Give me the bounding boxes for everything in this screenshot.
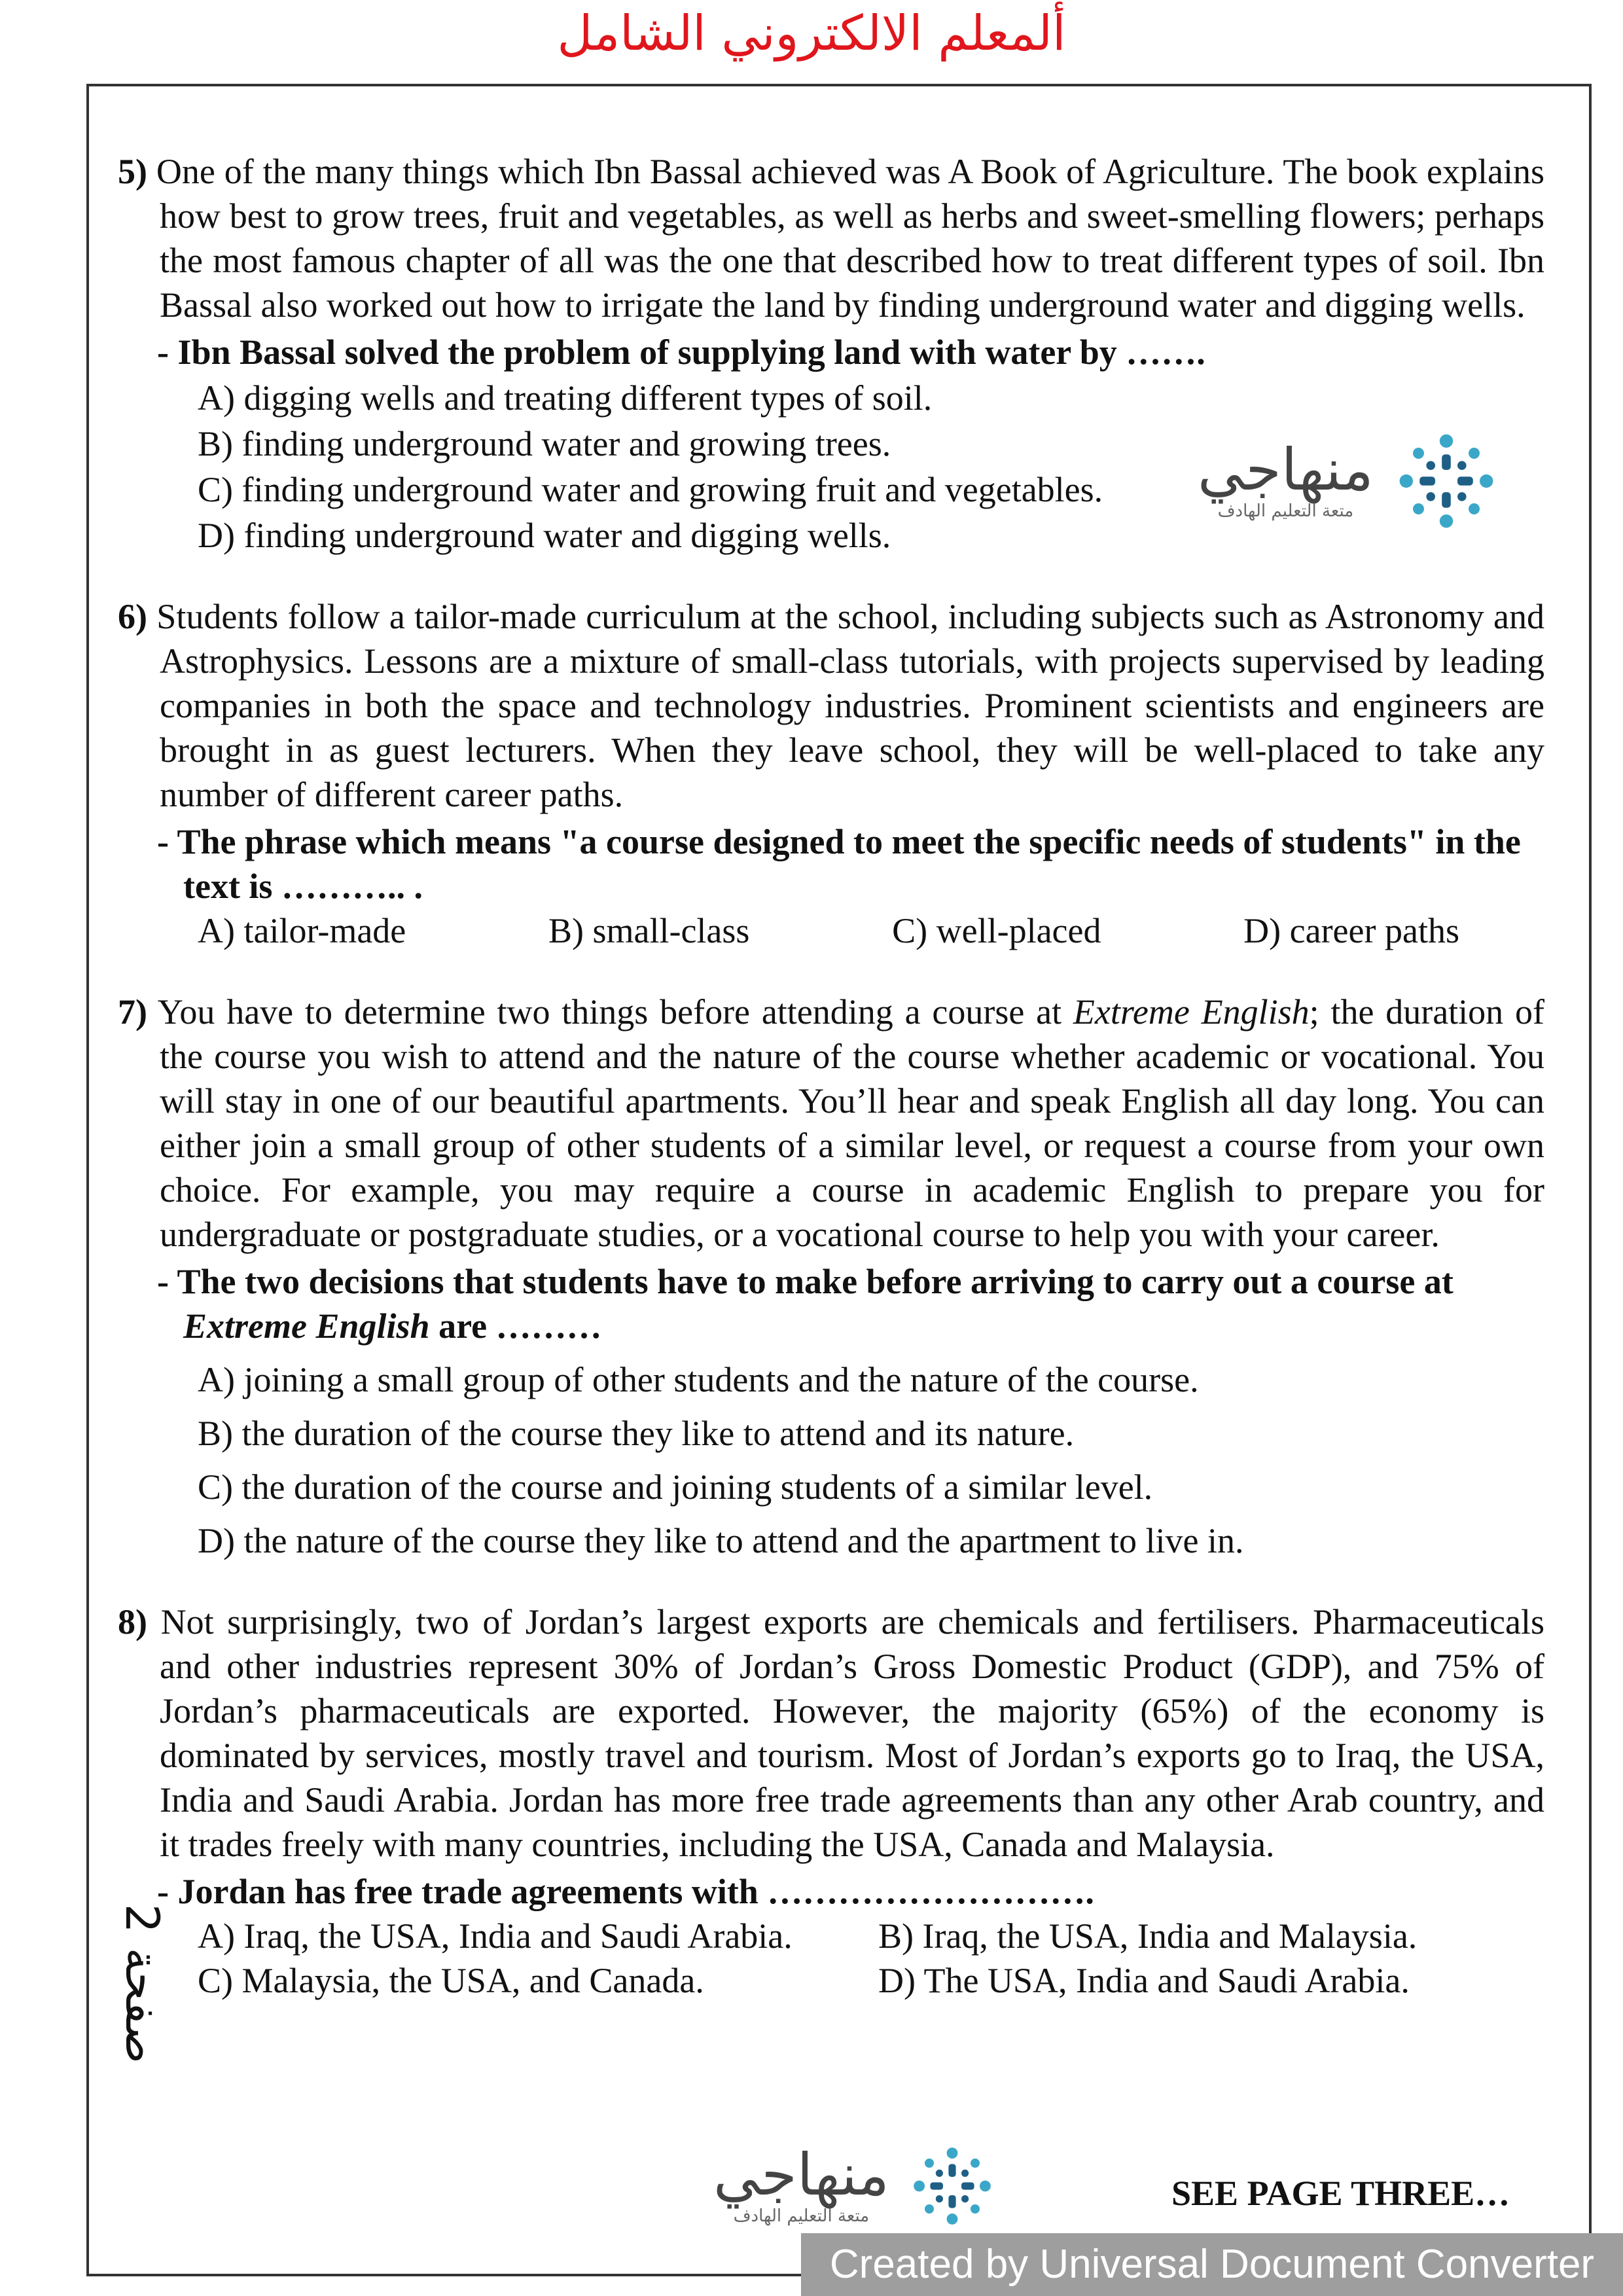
passage-text: You have to determine two things before attending a course at bbox=[157, 992, 1073, 1031]
question-number: 6) bbox=[118, 597, 147, 636]
option-c: C) the duration of the course and joining students of a similar level. bbox=[198, 1467, 1153, 1507]
question-7-stem bbox=[118, 1259, 1544, 1348]
brand-logo-footer bbox=[713, 2140, 998, 2232]
brand-text bbox=[1198, 436, 1374, 522]
question-8-passage bbox=[118, 1600, 1544, 1867]
brand-text bbox=[713, 2141, 889, 2227]
question-6-options bbox=[118, 908, 1544, 953]
option-a: A) joining a small group of other students and the nature of the course. bbox=[198, 1360, 1199, 1399]
page-header-title: ألمعلم الالكتروني الشامل bbox=[557, 5, 1066, 62]
question-5-passage bbox=[118, 149, 1544, 327]
passage-emphasis: Extreme English bbox=[1073, 992, 1310, 1031]
option-a: A) digging wells and treating different types of soil. bbox=[198, 378, 933, 418]
option-c: C) well-placed bbox=[892, 911, 1101, 950]
page-number-mark: صفحة 2 bbox=[115, 1903, 169, 2064]
brand-name: منهاجي bbox=[713, 2141, 889, 2208]
option-d: D) finding underground water and digging wells. bbox=[198, 516, 891, 555]
brand-logo bbox=[1198, 425, 1502, 537]
question-7 bbox=[118, 990, 1544, 1563]
option-a: A) tailor-made bbox=[198, 911, 406, 950]
stem-text: - The two decisions that students have to make before arriving to carry out a course at bbox=[157, 1262, 1454, 1301]
question-8-stem: - Jordan has free trade agreements with ………………………. bbox=[157, 1872, 1094, 1911]
option-b: B) small-class bbox=[548, 911, 750, 950]
question-number: 7) bbox=[118, 992, 147, 1031]
stem-emphasis: Extreme English bbox=[183, 1306, 430, 1346]
question-7-options bbox=[118, 1357, 1544, 1563]
question-number: 5) bbox=[118, 152, 147, 191]
option-d: D) The USA, India and Saudi Arabia. bbox=[878, 1961, 1410, 2000]
option-d: D) the nature of the course they like to attend and the apartment to live in. bbox=[198, 1521, 1244, 1560]
question-6 bbox=[118, 594, 1544, 953]
converter-watermark: Created by Universal Document Converter bbox=[801, 2233, 1623, 2296]
question-number: 8) bbox=[118, 1602, 147, 1641]
question-6-stem: - The phrase which means "a course designed to meet the specific needs of students" in the text is ……….. . bbox=[157, 822, 1521, 906]
snowflake-logo-icon bbox=[1391, 425, 1502, 537]
option-b: B) the duration of the course they like to attend and its nature. bbox=[198, 1414, 1075, 1453]
stem-text-continued: are ……… bbox=[429, 1306, 602, 1346]
brand-name: منهاجي bbox=[1198, 436, 1374, 503]
question-7-passage bbox=[118, 990, 1544, 1257]
option-d: D) career paths bbox=[1243, 911, 1459, 950]
question-6-passage bbox=[118, 594, 1544, 817]
question-5-stem: - Ibn Bassal solved the problem of supplying land with water by ……. bbox=[157, 332, 1205, 372]
option-b: B) finding underground water and growing trees. bbox=[198, 424, 891, 463]
passage-text: Not surprisingly, two of Jordan’s largest exports are chemicals and fertilisers. Pharmaceuticals and other industries represent 30% of Jordan’s Gross Domestic Product (GDP), and 75% of Jordan’s pharmaceuticals are exported. However, the majority (65%) of the economy is dominated by services, mostly travel and tourism. Most of Jordan’s exports go to Iraq, the USA, India and Saudi Arabia. Jordan has more free trade agreements than any other Arab country, and it trades freely with many countries, including the USA, Canada and Malaysia. bbox=[160, 1602, 1544, 1864]
option-b: B) Iraq, the USA, India and Malaysia. bbox=[878, 1916, 1418, 1956]
option-c: C) Malaysia, the USA, and Canada. bbox=[198, 1961, 704, 2000]
brand-tagline: متعة التعليم الهادف bbox=[1217, 501, 1354, 521]
passage-text-continued: ; the duration of the course you wish to attend and the nature of the course whether academic or vocational. You will stay in one of our beautiful apartments. You’ll hear and speak English all day long. You can either join a small group of other students of a similar level, or request a course from your own choice. For example, you may require a course in academic English to prepare you for undergraduate or postgraduate studies, or a vocational course to help you with your career. bbox=[160, 992, 1544, 1254]
snowflake-logo-icon bbox=[906, 2140, 998, 2232]
question-8-options bbox=[118, 1914, 1544, 2003]
option-c: C) finding underground water and growing fruit and vegetables. bbox=[198, 470, 1103, 509]
passage-text: One of the many things which Ibn Bassal achieved was A Book of Agriculture. The book explains how best to grow trees, fruit and vegetables, as well as herbs and sweet-smelling flowers; perhaps the most famous chapter of all was the one that described how to treat different types of soil. Ibn Bassal also worked out how to irrigate the land by finding underground water and digging wells. bbox=[156, 152, 1545, 325]
brand-tagline: متعة التعليم الهادف bbox=[733, 2206, 870, 2226]
see-page-notice: SEE PAGE THREE… bbox=[1171, 2174, 1510, 2213]
question-8 bbox=[118, 1600, 1544, 2003]
option-a: A) Iraq, the USA, India and Saudi Arabia. bbox=[198, 1916, 793, 1956]
passage-text: Students follow a tailor-made curriculum at the school, including subjects such as Astronomy and Astrophysics. Lessons are a mixture of small-class tutorials, with projects supervised by leading companies in both the space and technology industries. Prominent scientists and engineers are brought in as guest lecturers. When they leave school, they will be well-placed to take any number of different career paths. bbox=[156, 597, 1545, 814]
